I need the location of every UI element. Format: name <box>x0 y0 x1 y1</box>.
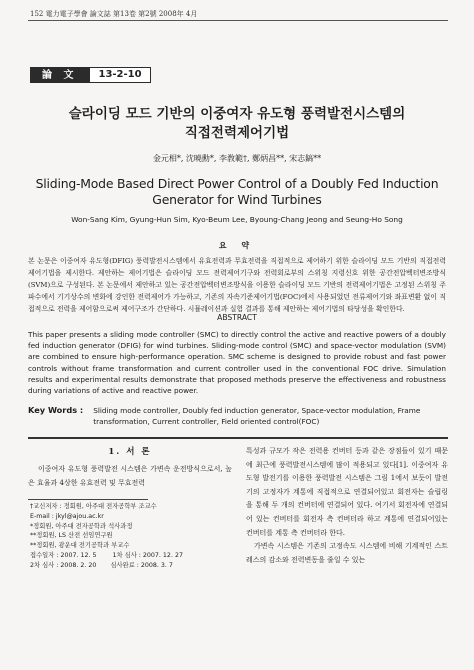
footnotes <box>30 502 230 571</box>
title-en: Sliding-Mode Based Direct Power Control of a Doubly Fed Induction Generator for Wind Turbines <box>35 176 439 207</box>
header-rule <box>28 20 448 21</box>
introduction-text: 이중여자 유도형 풍력발전 시스템은 가변속 운전방식으로서, 높은 효율과 4상한 유효전력 및 무효전력 <box>28 465 232 487</box>
article-kind-label: 論 文 <box>30 67 89 83</box>
right-column <box>246 445 448 567</box>
footnote-affiliation-2: **정회원, LS 산전 선임연구원 <box>30 532 113 540</box>
keywords-text: Sliding mode controller, Doubly fed induction generator, Space-vector modulation, Frame transformation, Current controller, Field oriented control(FOC) <box>93 406 421 427</box>
abstract-ko-heading: 요 약 <box>218 240 256 250</box>
footnote-corresponding: †교신저자 : 정회원, 아주대 전자공학부 조교수 <box>30 503 157 510</box>
article-badge <box>30 67 151 83</box>
right-paragraph-1: 특성과 규모가 작은 전력용 컨버터 등과 같은 장점들이 있기 때문에 최근에 풍력발전시스템에 많이 적용되고 있다[1]. 이중여자 유도형 발전기를 이용한 풍력발전 시스템은 그림 1에서 보듯이 발전기의 고정자가 계통에 직접적으로 연결되어있고 회전자는 슬립링을 통해 두 개의 컨버터에 연결되어 있다. 여기서 회전자에 연결되어 있는 컨버터를 회전자 측 컨버터라 하고 계통에 연결되어있는 컨버터를 계통 측 컨버터라 한다. <box>246 447 448 537</box>
footnote-rule <box>28 499 148 500</box>
introduction-heading: 1. 서 론 <box>108 447 152 457</box>
footnote-affiliation-3: **정회원, 광운대 전기공학과 부교수 <box>30 542 130 550</box>
abstract-en-text: This paper presents a sliding mode controller (SMC) to directly control the active and reactive powers of a doubly fed induction generator (DFIG) for wind turbines. Sliding-mode control (SMC) and space-vector modulation (SVM) are combined to ensure high-performance operation. SMC scheme is designed to provide robust and fast power controls without frame transformation and current controller used in the conventional FOC drive. Simulation results and experimental results demonstrate that proposed methods preserve the effectiveness and robustness during variations of active and reactive power. <box>28 330 446 396</box>
abstract-ko-text: 본 논문은 이중여자 유도형(DFIG) 풍력발전시스템에서 유효전력과 무효전력을 직접적으로 제어하기 위한 슬라이딩 모드 기반의 직접전력제어기법을 제시한다. 제안하는 제어기법은 슬라이딩 모드 전력제어기구와 전력회로부의 스위칭 지령신호 위한 공간전압벡터변조방식(SVM)으로 구성된다. 본 논문에서 제안하고 있는 공간전압벡터변조방식을 이용한 슬라이딩 모드 기반의 전력제어기법은 고정된 스위칭 주파수에서 기기상수의 변화에 강인한 전력제어가 가능하고, 기존의 자속기준제어기법(FOC)에서 사용되었던 전류제어기와 좌표변환 없이 직접적으로 전력을 제어함으로써 제어구조가 간단하다. 시뮬레이션과 실험 결과를 통해 제안하는 제어기법의 타당성을 확인한다. <box>28 257 446 313</box>
footnote-affiliation-1: *정회원, 아주대 전자공학과 석사과정 <box>30 522 133 530</box>
authors-en: Won-Sang Kim, Gyung-Hun Sim, Kyo-Beum Lee, Byoung-Chang Jeong and Seung-Ho Song <box>71 215 403 224</box>
keywords-label: Key Words : <box>28 405 84 415</box>
authors-ko: 金元相*, 沈曉勳*, 李敎範†, 鄭炳昌**, 宋志鎬** <box>152 154 322 163</box>
title-ko-line1: 슬라이딩 모드 기반의 이중여자 유도형 풍력발전시스템의 <box>68 106 406 122</box>
footnote-review: 2차 심사 : 2008. 2. 20 심사완료 : 2008. 3. 7 <box>30 561 173 569</box>
keywords <box>28 405 446 427</box>
right-paragraph-2: 가변속 시스템은 기존의 고정속도 시스템에 비해 기계적인 스트레스의 감소와 전력변동을 줄일 수 있는 <box>246 542 448 564</box>
section-divider <box>28 437 448 439</box>
abstract-en-heading: ABSTRACT <box>217 313 257 322</box>
running-header: 152 電力電子學會 論文誌 第13卷 第2號 2008年 4月 <box>30 10 198 18</box>
footnote-email: E-mail : jkyl@ajou.ac.kr <box>30 512 104 520</box>
footnote-received: 접수일자 : 2007. 12. 5 1차 심사 : 2007. 12. 27 <box>30 551 183 559</box>
title-ko-line2: 직접전력제어기법 <box>184 125 290 141</box>
article-number: 13-2-10 <box>89 67 150 83</box>
